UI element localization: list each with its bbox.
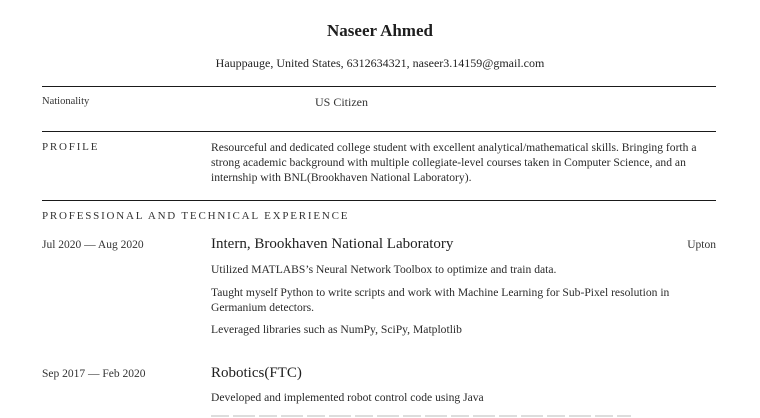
job-bullet: Developed and implemented robot control code using Java [211,391,484,404]
job-bullet: Utilized MATLABS’s Neural Network Toolbox to optimize and train data. [211,263,557,276]
job-title: Intern, Brookhaven National Laboratory [211,236,454,252]
job-location: Upton [687,239,716,251]
divider-profile [42,131,716,132]
nationality-label: Nationality [42,96,90,107]
candidate-name: Naseer Ahmed [327,21,433,40]
profile-summary: Resourceful and dedicated college student with excellent analytical/mathematical skills. Bringing forth a strong academic background with multiple collegiate-level courses taken in Computer Science, and an internship with BNL(Brookhaven National Laboratory). [211,141,697,184]
nationality-value: US Citizen [315,95,368,109]
profile-heading: PROFILE [42,141,100,153]
contact-info: Hauppauge, United States, 6312634321, naseer3.14159@gmail.com [215,56,545,70]
experience-heading: PROFESSIONAL AND TECHNICAL EXPERIENCE [42,210,350,222]
job-dates: Jul 2020 — Aug 2020 [42,239,144,251]
clipped-text-line [211,414,631,418]
divider-top [42,86,716,87]
job-dates: Sep 2017 — Feb 2020 [42,368,146,380]
job-bullet: Leveraged libraries such as NumPy, SciPy, Matplotlib [211,323,462,336]
divider-experience [42,200,716,201]
job-title: Robotics(FTC) [211,365,302,381]
job-bullet: Taught myself Python to write scripts and work with Machine Learning for Sub-Pixel resolution in Germanium detectors. [211,286,670,314]
